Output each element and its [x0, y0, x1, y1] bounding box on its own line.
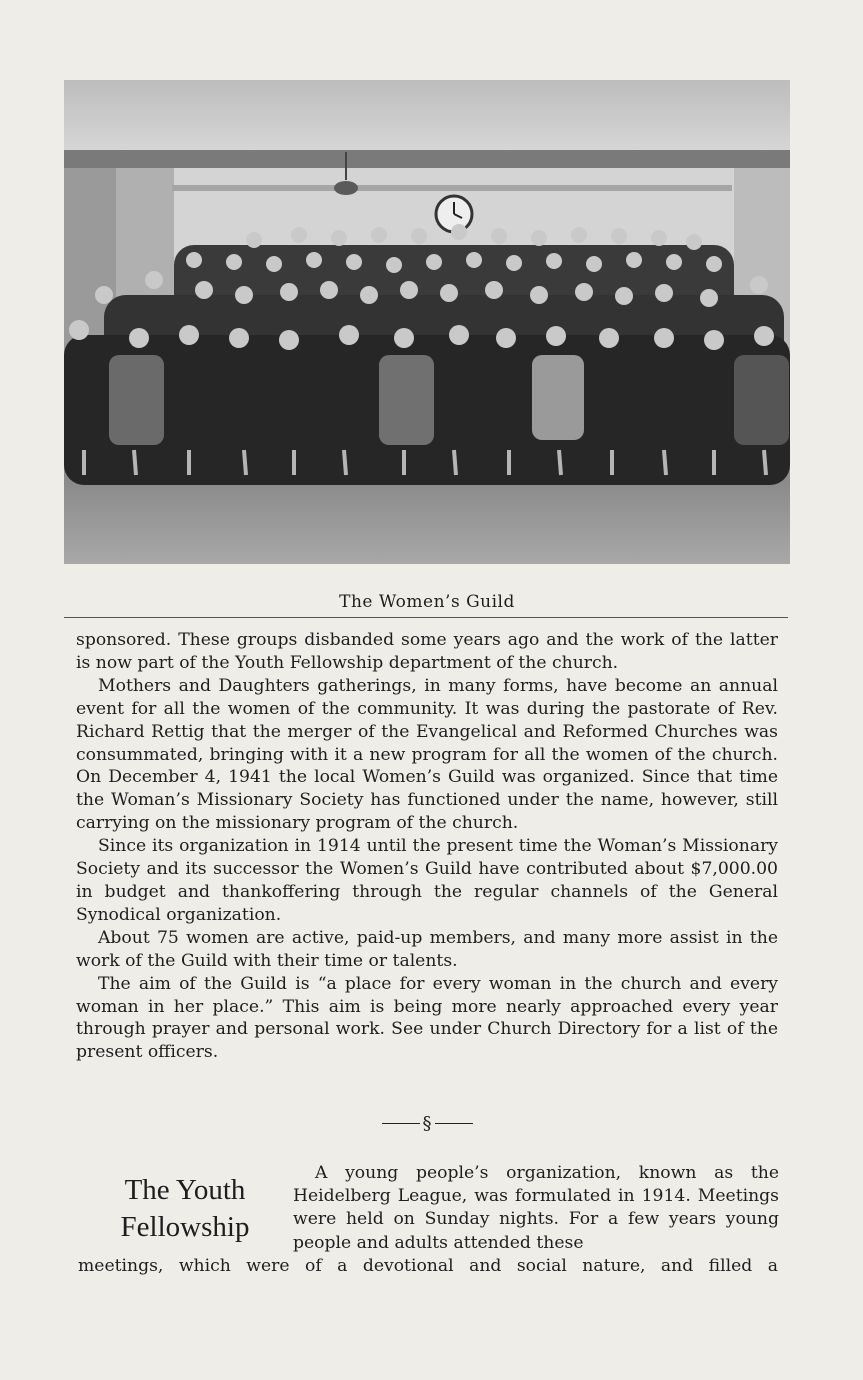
youth-paragraph [293, 1162, 779, 1255]
heading-line: Fellowship [120, 1211, 250, 1243]
section-heading-youth [92, 1172, 278, 1246]
article-body [76, 629, 778, 1064]
paragraph: sponsored. These groups disbanded some years ago and the work of the latter is now part of the Youth Fellowship department of the church. [76, 630, 778, 673]
photo-caption: The Women’s Guild [339, 592, 515, 612]
paragraph: Mothers and Daughters gatherings, in many forms, have become an annual event for all the women of the community. It was during the pastorate of Rev. Richard Rettig that the merger of the Evangelical and Reformed Churches was consummated, bringing with it a new program for all the women of the church. On December 4, 1941 the local Women’s Guild was organized. Since that time the Woman’s Missionary Society has functioned under the name, however, still carrying on the missionary program of the church. [76, 675, 778, 834]
paragraph: The aim of the Guild is “a place for every woman in the church and every woman in her place.” This aim is being more nearly approached every year through prayer and personal work. See under Church Directory for a list of the present officers. [76, 973, 778, 1063]
group-photo [64, 80, 790, 564]
caption-rule [64, 617, 788, 618]
paragraph: Since its organization in 1914 until the present time the Woman’s Missionary Society and its successor the Women’s Guild have contributed about $7,000.00 in budget and thankoffering through the regular channels of the General Synodical organization. [76, 836, 778, 925]
section-sign: § [422, 1112, 432, 1134]
youth-paragraph-continuation: meetings, which were of a devotional and social nature, and filled a [78, 1256, 778, 1276]
paragraph: About 75 women are active, paid-up members, and many more assist in the work of the Guild with their time or talents. [76, 927, 778, 971]
divider-rule-right [435, 1123, 473, 1124]
divider-rule-left [382, 1123, 420, 1124]
section-divider [377, 1112, 477, 1134]
heading-line: The Youth [124, 1174, 246, 1206]
paragraph: A young people’s organization, known as the Heidelberg League, was formulated in 1914. Meetings were held on Sunday nights. For a few years young people and adults attended these [293, 1163, 779, 1253]
